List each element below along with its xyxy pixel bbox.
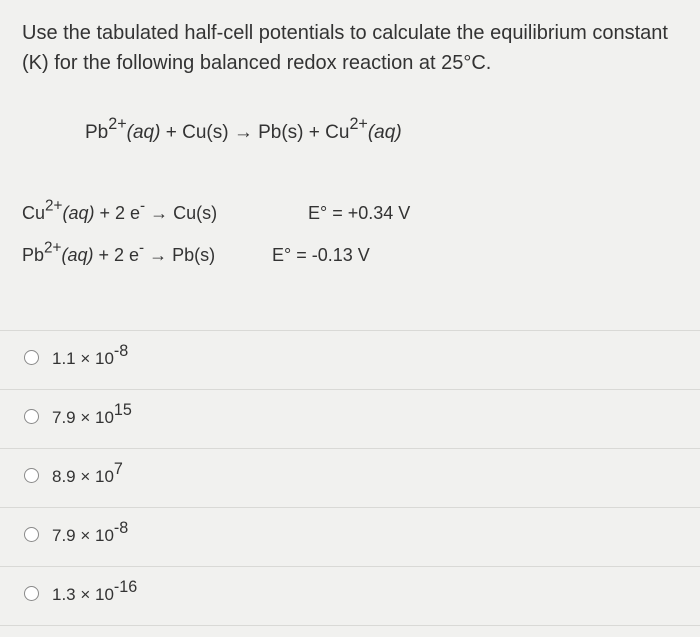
reaction-cu-state: (aq) [367,122,402,143]
mantissa: 8.9 × 10 [52,467,114,486]
answer-label[interactable] [52,577,138,605]
mantissa: 7.9 × 10 [52,526,114,545]
reaction-middle: + Cu(s) → Pb(s) + Cu [160,122,350,143]
radio-button[interactable] [24,350,39,365]
half-reaction-cu [22,197,411,224]
electron-sign: - [140,197,146,215]
exponent: -8 [113,341,129,360]
half-product: → Cu(s) [145,203,218,223]
electron-sign: - [139,239,145,257]
reaction-pb: Pb [85,122,109,143]
radio-button[interactable] [24,586,39,601]
half-state: (aq) [61,245,94,265]
overall-reaction [85,115,402,144]
reaction-cu-charge: 2+ [349,115,368,134]
half-charge: 2+ [44,239,62,257]
mantissa: 7.9 × 10 [52,408,114,427]
answer-label[interactable] [52,518,129,546]
mantissa: 1.1 × 10 [52,349,114,368]
half-electrons: + 2 e [94,203,141,223]
exponent: 7 [113,459,123,478]
answer-option[interactable] [0,448,700,507]
half-species: Cu [22,203,46,223]
half-charge: 2+ [45,197,63,215]
half-product: → Pb(s) [144,245,216,265]
answer-option[interactable] [0,330,700,389]
mantissa: 1.3 × 10 [52,585,114,604]
answer-options [0,330,700,626]
exponent: -8 [113,518,129,537]
half-reaction-pb [22,239,370,266]
exponent: 15 [113,400,132,419]
answer-label[interactable] [52,400,132,428]
half-state: (aq) [62,203,95,223]
potential-cu: E° = +0.34 V [308,203,411,223]
radio-button[interactable] [24,468,39,483]
potential-pb: E° = -0.13 V [272,245,370,265]
answer-option[interactable] [0,507,700,566]
answer-label[interactable] [52,459,123,487]
reaction-pb-charge: 2+ [108,115,127,134]
exponent: -16 [113,577,138,596]
half-species: Pb [22,245,45,265]
answer-option[interactable] [0,389,700,448]
half-electrons: + 2 e [93,245,140,265]
radio-button[interactable] [24,409,39,424]
answer-option[interactable] [0,566,700,626]
question-text: Use the tabulated half-cell potentials to calculate the equilibrium constant (K) for the following balanced redox reaction at 25°C. [22,22,668,74]
answer-label[interactable] [52,341,129,369]
reaction-pb-state: (aq) [126,122,161,143]
radio-button[interactable] [24,527,39,542]
